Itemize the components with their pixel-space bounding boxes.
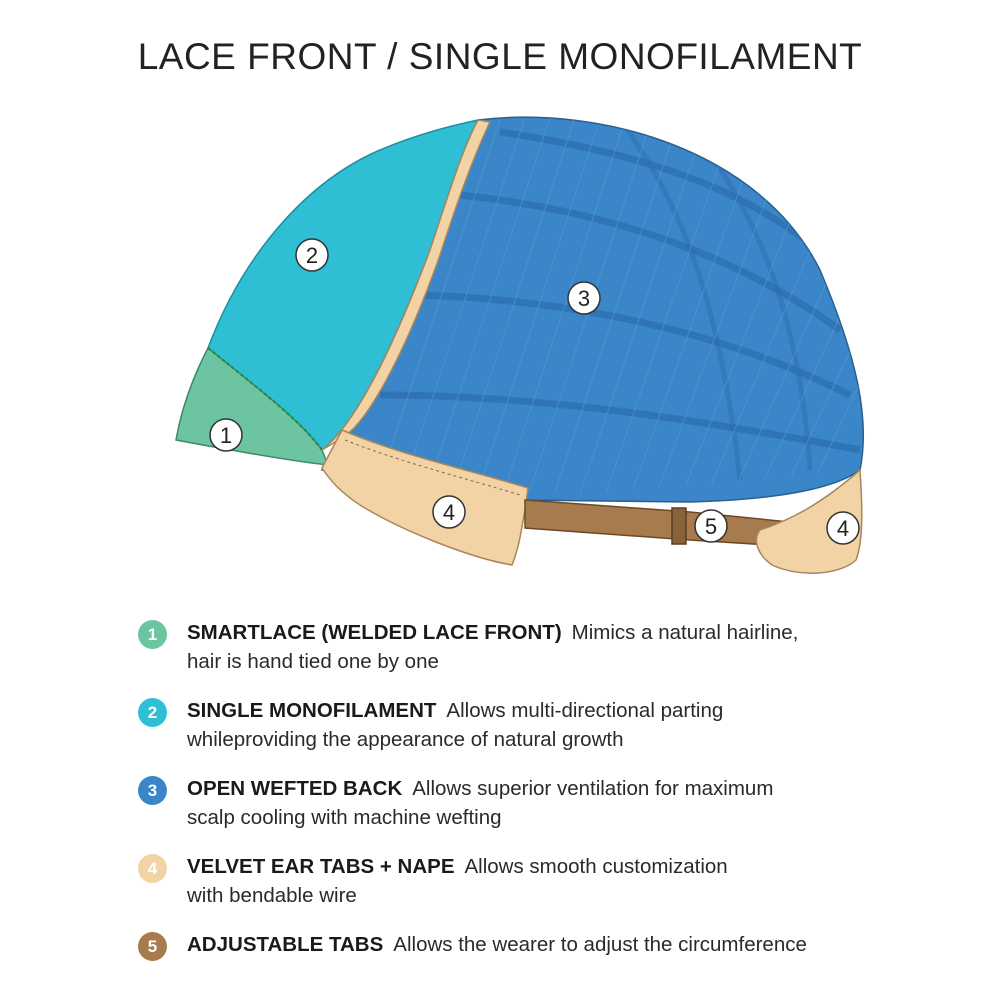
callout-4-nape	[827, 512, 859, 544]
legend-badge-3: 3	[138, 776, 167, 805]
legend-description: Allows smooth customization	[464, 855, 728, 878]
legend-description: Allows multi-directional parting	[446, 699, 724, 722]
legend-description-cont: scalp cooling with machine wefting	[187, 806, 502, 829]
svg-text:4: 4	[836, 516, 850, 541]
callout-4-ear	[433, 496, 465, 528]
legend-badge-4: 4	[138, 854, 167, 883]
callout-5	[695, 510, 727, 542]
svg-text:2: 2	[305, 243, 319, 268]
legend-item-monofilament	[138, 696, 938, 774]
diagram-title: LACE FRONT / SINGLE MONOFILAMENT	[137, 36, 863, 77]
callout-2	[296, 239, 328, 271]
legend-item-smartlace	[138, 618, 938, 696]
legend-item-ear-tabs	[138, 852, 938, 930]
strap-buckle	[672, 508, 686, 544]
legend-term: SMARTLACE (WELDED LACE FRONT)	[187, 621, 562, 644]
legend-badge-1: 1	[138, 620, 167, 649]
legend-badge-5: 5	[138, 932, 167, 961]
callout-1	[210, 419, 242, 451]
legend-badge-2: 2	[138, 698, 167, 727]
legend-term: ADJUSTABLE TABS	[187, 933, 384, 956]
legend-description: Allows the wearer to adjust the circumference	[393, 933, 807, 956]
svg-text:5: 5	[704, 514, 718, 539]
legend-description-cont: hair is hand tied one by one	[187, 650, 439, 673]
legend-description: Allows superior ventilation for maximum	[412, 777, 774, 800]
svg-text:3: 3	[577, 286, 591, 311]
legend-item-adjustable-tabs	[138, 930, 938, 970]
callout-3	[568, 282, 600, 314]
legend-item-wefted-back	[138, 774, 938, 852]
legend-description-cont: whileproviding the appearance of natural growth	[187, 728, 624, 751]
legend-description: Mimics a natural hairline,	[571, 621, 799, 644]
legend-description-cont: with bendable wire	[187, 884, 357, 907]
legend-term: SINGLE MONOFILAMENT	[187, 699, 437, 722]
legend-term: OPEN WEFTED BACK	[187, 777, 403, 800]
svg-text:4: 4	[442, 500, 456, 525]
svg-text:1: 1	[219, 423, 233, 448]
legend	[138, 618, 938, 970]
legend-term: VELVET EAR TABS + NAPE	[187, 855, 455, 878]
